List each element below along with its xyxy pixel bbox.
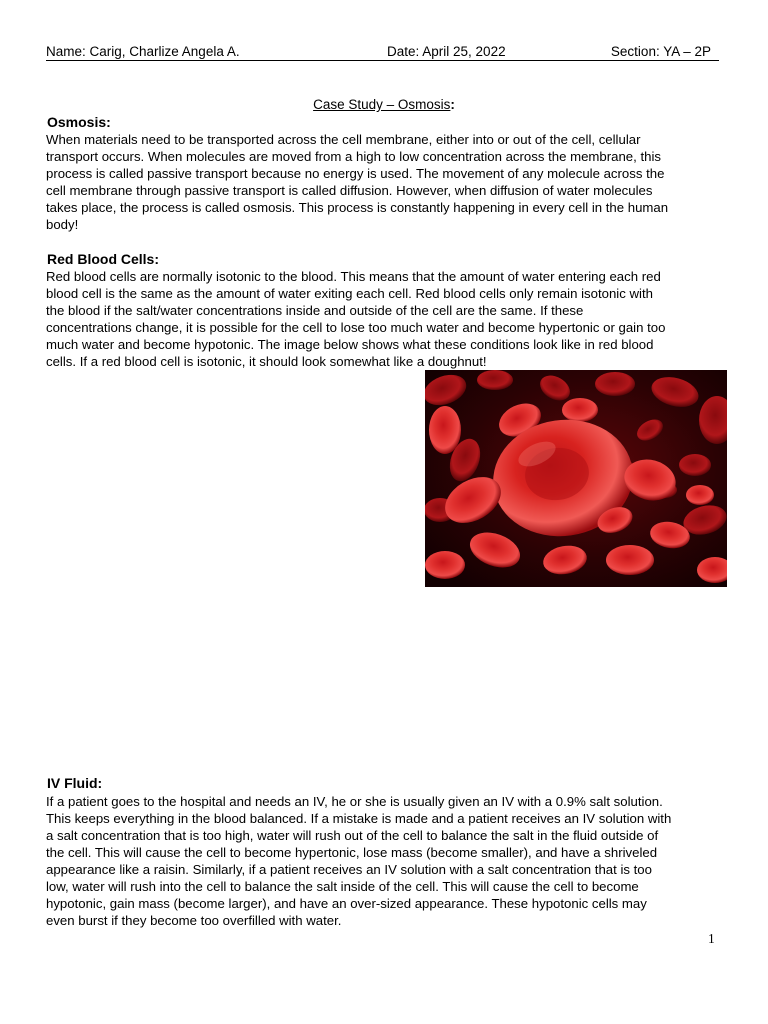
iv-fluid-paragraph [46, 793, 726, 929]
document-title-text: Case Study – Osmosis [313, 97, 451, 112]
document-title [0, 96, 768, 113]
paragraph-line: much water and become hypotonic. The image below shows what these conditions look like in red blood [46, 337, 654, 352]
paragraph-line: transport occurs. When molecules are moved from a high to low concentration across the membrane, this [46, 149, 661, 164]
paragraph-line: the blood if the salt/water concentrations inside and outside of the cell are the same. If these [46, 303, 584, 318]
document-title-colon: : [450, 97, 455, 112]
red-blood-cells-heading: Red Blood Cells: [47, 251, 160, 267]
paragraph-line: blood cell is the same as the amount of water exiting each cell. Red blood cells only remain isotonic with [46, 286, 653, 301]
paragraph-line: cells. If a red blood cell is isotonic, it should look somewhat like a doughnut! [46, 354, 487, 369]
red-blood-cells-paragraph [46, 268, 726, 370]
paragraph-line: Red blood cells are normally isotonic to the blood. This means that the amount of water entering each red [46, 269, 661, 284]
document-header [46, 43, 719, 61]
paragraph-line: appearance like a raisin. Similarly, if a patient receives an IV solution with a salt concentration that is too [46, 862, 652, 877]
osmosis-paragraph [46, 131, 726, 233]
osmosis-heading: Osmosis: [47, 114, 111, 130]
paragraph-line: takes place, the process is called osmosis. This process is constantly happening in every cell in the human [46, 200, 669, 215]
paragraph-line: cell membrane through passive transport is called diffusion. However, when diffusion of water molecules [46, 183, 653, 198]
paragraph-line: hypotonic, gain mass (become larger), and have an over-sized appearance. These hypotonic cells may [46, 896, 647, 911]
paragraph-line: body! [46, 217, 79, 232]
paragraph-line: This keeps everything in the blood balanced. If a mistake is made and a patient receives an IV solution with [46, 811, 672, 826]
paragraph-line: a salt concentration that is too high, water will rush out of the cell to balance the salt in the fluid outside of [46, 828, 659, 843]
paragraph-line: even burst if they become too overfilled with water. [46, 913, 342, 928]
student-name: Name: Carig, Charlize Angela A. [46, 44, 240, 59]
paragraph-line: process is called passive transport because no energy is used. The movement of any molecule across the [46, 166, 665, 181]
paragraph-line: low, water will rush into the cell to balance the salt inside of the cell. This will cause the cell to become [46, 879, 639, 894]
document-date: Date: April 25, 2022 [387, 44, 506, 59]
page-number: 1 [708, 931, 715, 946]
class-section: Section: YA – 2P [610, 44, 711, 59]
iv-fluid-heading: IV Fluid: [47, 775, 103, 791]
paragraph-line: When materials need to be transported across the cell membrane, either into or out of the cell, cellular [46, 132, 641, 147]
paragraph-line: concentrations change, it is possible for the cell to lose too much water and become hypertonic or gain too [46, 320, 666, 335]
red-blood-cells-illustration [425, 370, 727, 587]
red-blood-cells-photo [425, 370, 727, 587]
paragraph-line: the cell. This will cause the cell to become hypertonic, lose mass (become smaller), and have a shriveled [46, 845, 658, 860]
paragraph-line: If a patient goes to the hospital and needs an IV, he or she is usually given an IV with a 0.9% salt solution. [46, 794, 663, 809]
